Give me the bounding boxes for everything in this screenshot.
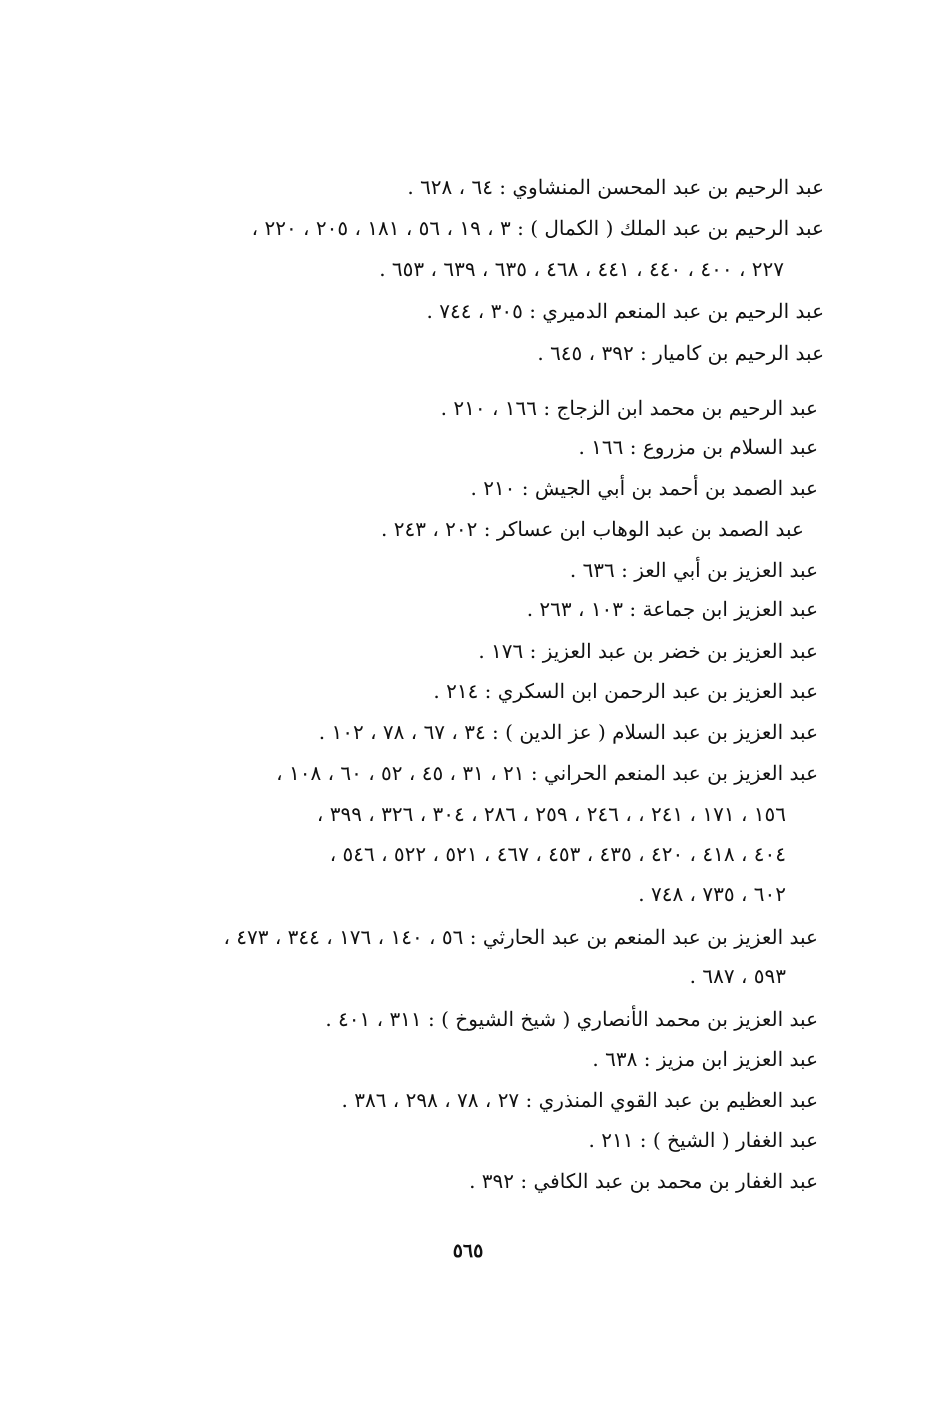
index-entry: عبد الرحيم بن عبد المنعم الدميري : ٣٠٥ ، ٧٤٤ . [426, 299, 824, 323]
index-entry: عبد الرحيم بن عبد الملك ( الكمال ) : ٣ ، ١٩ ، ٥٦ ، ١٨١ ، ٢٠٥ ، ٢٢٠ ، [251, 216, 824, 240]
index-entry: عبد العظيم بن عبد القوي المنذري : ٢٧ ، ٧٨ ، ٢٩٨ ، ٣٨٦ . [341, 1088, 818, 1112]
index-entry: عبد الغفار بن محمد بن عبد الكافي : ٣٩٢ . [469, 1169, 818, 1193]
page-number: ٥٦٥ [452, 1240, 484, 1262]
index-entry-continuation: ٦٠٢ ، ٧٣٥ ، ٧٤٨ . [638, 882, 786, 906]
index-entry: عبد العزيز ابن مزيز : ٦٣٨ . [592, 1047, 818, 1071]
index-entry: عبد العزيز بن عبد المنعم الحراني : ٢١ ، ٣١ ، ٤٥ ، ٥٢ ، ٦٠ ، ١٠٨ ، [276, 761, 818, 785]
index-entry: عبد الرحيم بن عبد المحسن المنشاوي : ٦٤ ، ٦٢٨ . [407, 175, 824, 199]
index-entry: عبد الصمد بن عبد الوهاب ابن عساكر : ٢٠٢ ، ٢٤٣ . [381, 517, 804, 541]
index-entry: عبد العزيز بن عبد الرحمن ابن السكري : ٢١٤ . [433, 679, 818, 703]
index-entry: عبد الرحيم بن محمد ابن الزجاج : ١٦٦ ، ٢١٠ . [440, 396, 818, 420]
index-entry: عبد العزيز بن عبد السلام ( عز الدين ) : ٣٤ ، ٦٧ ، ٧٨ ، ١٠٢ . [318, 720, 818, 744]
index-entry: عبد العزيز ابن جماعة : ١٠٣ ، ٢٦٣ . [526, 597, 818, 621]
index-entry-continuation: ٢٢٧ ، ٤٠٠ ، ٤٤٠ ، ٤٤١ ، ٤٦٨ ، ٦٣٥ ، ٦٣٩ ، ٦٥٣ . [379, 257, 784, 281]
index-entry: عبد الرحيم بن كاميار : ٣٩٢ ، ٦٤٥ . [537, 341, 824, 365]
index-entry: عبد العزيز بن خضر بن عبد العزيز : ١٧٦ . [478, 639, 818, 663]
index-entry-continuation: ٥٩٣ ، ٦٨٧ . [689, 964, 786, 988]
index-entry: عبد العزيز بن عبد المنعم بن عبد الحارثي : ٥٦ ، ١٤٠ ، ١٧٦ ، ٣٤٤ ، ٤٧٣ ، [223, 925, 818, 949]
index-entry: عبد العزيز بن محمد الأنصاري ( شيخ الشيوخ ) : ٣١١ ، ٤٠١ . [325, 1007, 818, 1031]
index-entry: عبد السلام بن مزروع : ١٦٦ . [578, 435, 818, 459]
index-entry: عبد الصمد بن أحمد بن أبي الجيش : ٢١٠ . [470, 476, 818, 500]
index-entry: عبد الغفار ( الشيخ ) : ٢١١ . [588, 1128, 818, 1152]
index-entry-continuation: ٤٠٤ ، ٤١٨ ، ٤٢٠ ، ٤٣٥ ، ٤٥٣ ، ٤٦٧ ، ٥٢١ ، ٥٢٢ ، ٥٤٦ ، [329, 842, 786, 866]
index-entry-continuation: ١٥٦ ، ١٧١ ، ٢٤١ ، ، ٢٤٦ ، ٢٥٩ ، ٢٨٦ ، ٣٠٤ ، ٣٢٦ ، ٣٩٩ ، [316, 802, 786, 826]
index-entry: عبد العزيز بن أبي العز : ٦٣٦ . [569, 558, 818, 582]
